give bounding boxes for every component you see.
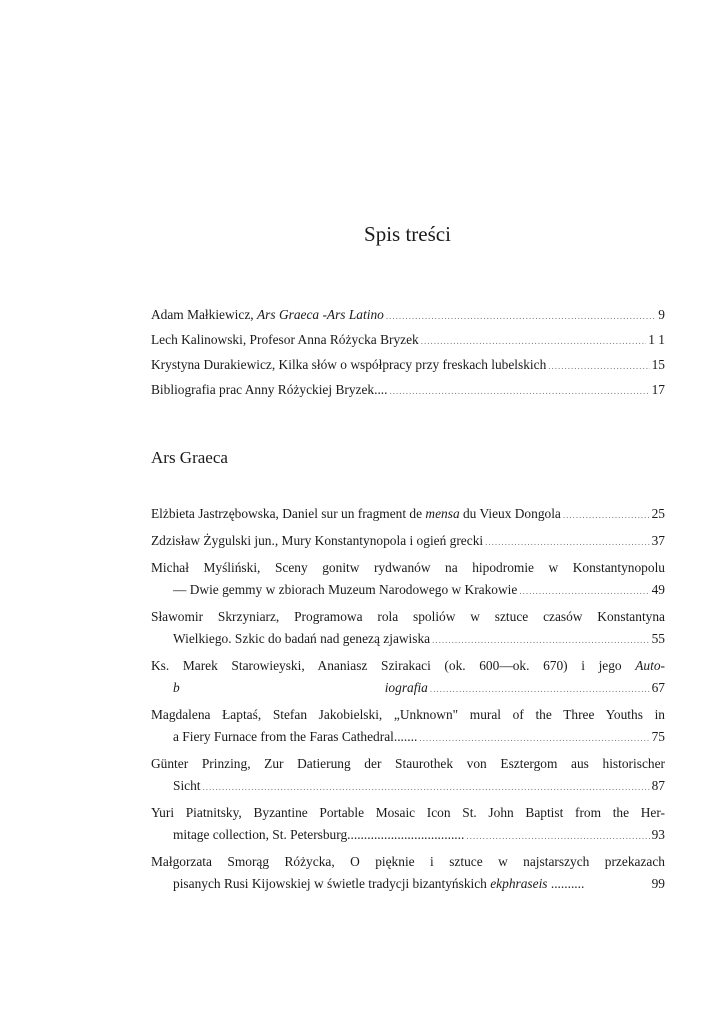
entry-text: Auto- (635, 658, 665, 673)
entry-text-part: Sicht (173, 778, 201, 793)
dot-leader (421, 336, 647, 346)
toc-entry[interactable] (151, 382, 665, 407)
section-heading: Ars Graeca (151, 448, 228, 467)
toc-line (151, 778, 665, 800)
entry-text: Sławomir Skrzyniarz, Programowa rola spoliów w sztuce czasów Konstantyna (151, 609, 665, 624)
toc-entry[interactable] (151, 506, 665, 528)
page-number: 17 (651, 382, 665, 397)
toc-line (151, 707, 665, 729)
toc-line (151, 307, 665, 323)
entry-title: Ars Graeca -Ars Latino (257, 307, 384, 322)
toc-line (151, 827, 665, 849)
page-number: 87 (651, 778, 665, 793)
entry-text (173, 582, 517, 598)
toc-entry[interactable] (151, 805, 665, 849)
toc-line (151, 729, 665, 751)
dot-leader (203, 782, 650, 792)
entry-text: b (173, 680, 180, 695)
toc-entry[interactable] (151, 332, 665, 357)
entry-text-part: mensa (425, 506, 460, 521)
toc-line (151, 854, 665, 876)
entry-text: Magdalena Łaptaś, Stefan Jakobielski, „Unknown" mural of the Three Youths in (151, 707, 665, 722)
page-title: Spis treści (364, 222, 451, 246)
entry-text (173, 631, 430, 647)
entry-text (173, 778, 201, 794)
front-matter-list (151, 307, 665, 407)
toc-line (151, 533, 665, 555)
page-number: 1 1 (648, 332, 665, 347)
toc-line (151, 631, 665, 653)
toc-line (151, 658, 665, 680)
entry-text: Michał Myśliński, Sceny gonitw rydwanów na hipodromie w Konstantynopolu (151, 560, 665, 575)
toc-line (151, 876, 665, 898)
entry-text (173, 729, 417, 745)
toc-entry[interactable] (151, 307, 665, 332)
dot-leader (563, 510, 650, 520)
toc-entry[interactable] (151, 560, 665, 604)
toc-line (151, 332, 665, 348)
entry-text-part: Zdzisław Żygulski jun., Mury Konstantynopola i ogień grecki (151, 533, 484, 548)
entry-text (151, 357, 546, 373)
page-number: 93 (651, 827, 665, 842)
entry-text (151, 506, 561, 522)
ars-graeca-list (151, 506, 665, 903)
page-number: 55 (651, 631, 665, 646)
page-number: 15 (651, 357, 665, 372)
dot-leader (485, 537, 649, 547)
entry-text (151, 332, 419, 348)
entry-text-part: Wielkiego. Szkic do badań nad genezą zjawiska (173, 631, 431, 646)
entry-text (151, 307, 384, 323)
entry-text-part: .......... (547, 876, 585, 891)
entry-author: Krystyna Durakiewicz, (151, 357, 276, 372)
toc-entry[interactable] (151, 854, 665, 898)
toc-line (151, 609, 665, 631)
page-number: 99 (651, 876, 665, 891)
page-number: 67 (651, 680, 665, 695)
dot-leader (519, 586, 649, 596)
entry-text (151, 382, 388, 398)
dot-leader (430, 684, 650, 694)
toc-entry[interactable] (151, 609, 665, 653)
page-number: 49 (651, 582, 665, 597)
toc-entry[interactable] (151, 756, 665, 800)
entry-text-part: pisanych Rusi Kijowskiej w świetle tradycji bizantyńskich (173, 876, 491, 891)
dot-leader (419, 733, 649, 743)
entry-text: Günter Prinzing, Zur Datierung der Staurothek von Esztergom aus historischer (151, 756, 665, 771)
toc-line (151, 560, 665, 582)
entry-text-part: Elżbieta Jastrzębowska, Daniel sur un fragment de (151, 506, 426, 521)
entry-title: Kilka słów o współpracy przy freskach lubelskich (275, 357, 547, 372)
entry-text: Ks. Marek Starowieyski, Ananiasz Szirakaci (ok. 600—ok. 670) i jego (151, 658, 636, 673)
dot-leader (466, 831, 649, 841)
toc-entry[interactable] (151, 707, 665, 751)
entry-author: Adam Małkiewicz, (151, 307, 254, 322)
entry-text-part: mitage collection, St. Petersburg................................... (173, 827, 465, 842)
entry-text (173, 876, 584, 892)
entry-text: iografia (384, 680, 428, 695)
entry-author: Bibliografia prac Anny Różyckiej Bryzek.... (151, 382, 388, 397)
page-number: 25 (651, 506, 665, 521)
entry-text (173, 827, 464, 843)
page-number: 9 (658, 307, 665, 322)
dot-leader (386, 311, 656, 321)
toc-entry[interactable] (151, 357, 665, 382)
toc-entry[interactable] (151, 658, 665, 702)
entry-text-part: — Dwie gemmy w zbiorach Muzeum Narodowego w Krakowie (173, 582, 518, 597)
dot-leader (390, 386, 650, 396)
dot-leader (548, 361, 649, 371)
page-number: 37 (651, 533, 665, 548)
entry-text: Małgorzata Smorąg Różycka, O pięknie i sztuce w najstarszych przekazach (151, 854, 665, 869)
toc-line (151, 756, 665, 778)
page-number: 75 (651, 729, 665, 744)
entry-title: Profesor Anna Różycka Bryzek (246, 332, 419, 347)
entry-text (151, 533, 483, 549)
toc-line (151, 357, 665, 373)
toc-line (151, 382, 665, 398)
entry-text: Yuri Piatnitsky, Byzantine Portable Mosaic Icon St. John Baptist from the Her- (151, 805, 665, 820)
entry-author: Lech Kalinowski, (151, 332, 247, 347)
toc-line (151, 805, 665, 827)
toc-line (151, 680, 665, 702)
entry-text-part: ekphraseis (490, 876, 548, 891)
dot-leader (432, 635, 649, 645)
toc-line (151, 582, 665, 604)
toc-line (151, 506, 665, 528)
entry-text-part: a Fiery Furnace from the Faras Cathedral....... (173, 729, 418, 744)
toc-entry[interactable] (151, 533, 665, 555)
entry-text-part: du Vieux Dongola (459, 506, 561, 521)
